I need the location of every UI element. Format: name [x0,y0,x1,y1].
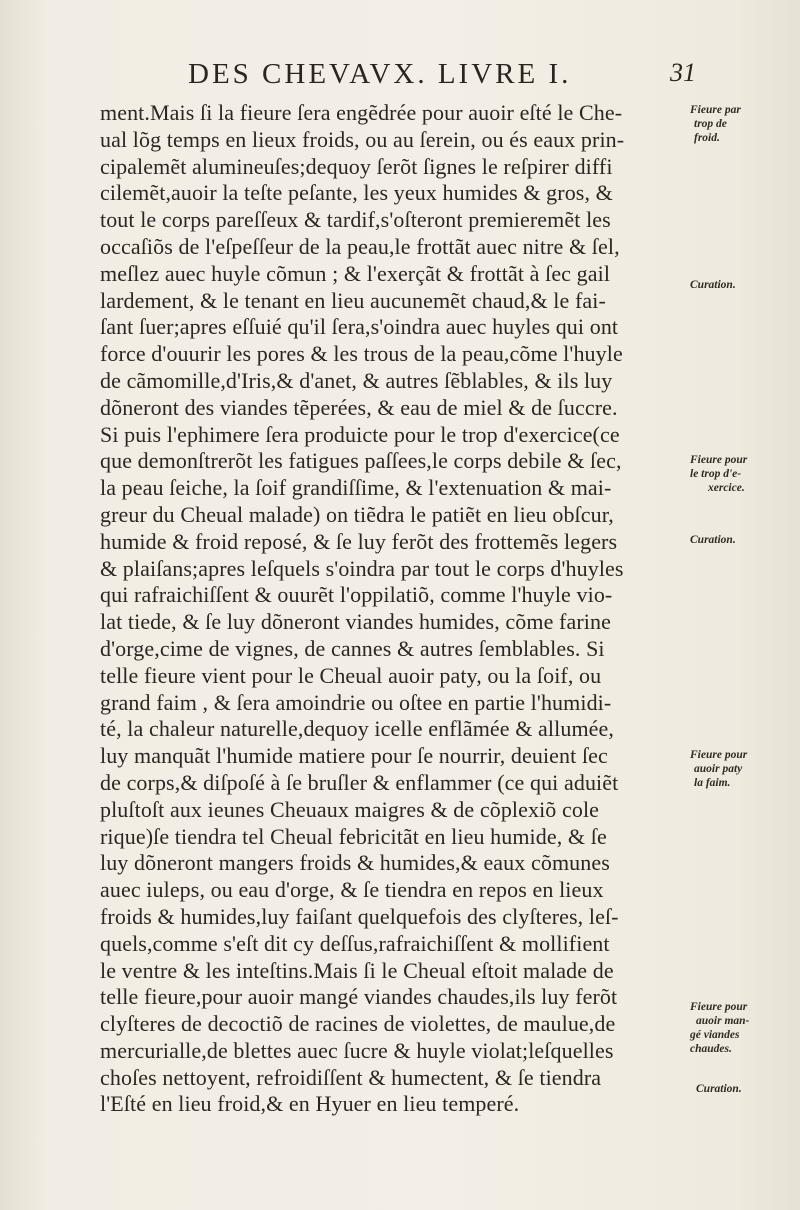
text-line: & plaiſans;apres leſquels s'oindra par tout le corps d'huyles [100,555,624,581]
text-line: lardement, & le tenant en lieu aucunemẽt chaud,& le fai- [100,287,606,313]
text-line: Si puis l'ephimere ſera produicte pour le trop d'exercice(ce [100,421,620,447]
text-line: dõneront des viandes tẽperées, & eau de miel & de ſuccre. [100,394,618,420]
margin-note-line: Fieure pour [690,749,748,761]
margin-note-line: Fieure par [690,104,741,116]
text-line: d'orge,cime de vignes, de cannes & autres ſemblables. Si [100,635,605,661]
margin-note-curation-3 [690,1082,796,1096]
margin-note-line: Curation. [696,1083,742,1095]
text-line: qui rafraichiſſent & ouurẽt l'oppilatiõ, comme l'huyle vio- [100,582,613,608]
text-line: l'Eſté en lieu froid,& en Hyuer en lieu temperé. [100,1091,520,1117]
margin-note-line: auoir man- [696,1015,750,1027]
text-line: la peau ſeiche, la ſoif grandiſſime, & l'extenuation & mai- [100,475,612,501]
margin-note-line: chaudes. [690,1043,732,1055]
text-line: telle fieure vient pour le Cheual auoir paty, ou la ſoif, ou [100,662,602,688]
page-header [188,58,708,94]
text-line: cilemẽt,auoir la teſte peſante, les yeux humides & gros, & [100,180,613,206]
text-line: de corps,& diſpoſé à ſe bruſler & enflammer (ce qui aduiẽt [100,769,619,795]
text-line: cipalemẽt alumineuſes;dequoy ſerõt ſignes le reſpirer diffi [100,153,613,179]
text-line: telle fieure,pour auoir mangé viandes chaudes,ils luy ferõt [100,984,618,1010]
margin-note-fieure-pour-viandes-chaudes [690,1000,796,1056]
text-line: ual lõg temps en lieux froids, ou au ſerein, ou és eaux prin- [100,126,625,152]
text-line: force d'ouurir les pores & les trous de la peau,cõme l'huyle [100,341,623,367]
margin-note-curation-2 [690,533,796,547]
text-line: grand faim , & ſera amoindrie ou oſtee en partie l'humidi- [100,689,612,715]
margin-note-line: le trop d'e- [690,468,742,480]
margin-note-line: Curation. [690,534,736,546]
margin-note-line: Fieure pour [690,1001,748,1013]
text-line: meſlez auec huyle cõmun ; & l'exerçãt & frottãt à ſec gail [100,260,611,286]
text-line: le ventre & les inteſtins.Mais ſi le Cheual eſtoit malade de [100,957,614,983]
text-line: humide & froid reposé, & ſe luy ferõt des frottemẽs legers [100,528,618,554]
margin-note-line: Fieure pour [690,454,748,466]
text-line: ment.Mais ſi la fieure ſera engẽdrée pour auoir eſté le Che- [100,100,623,125]
margin-note-line: Curation. [690,279,736,291]
text-line: mercurialle,de blettes auec ſucre & huyle violat;leſquelles [100,1037,614,1063]
margin-note-line: la faim. [694,777,731,789]
margin-note-fieure-pour-trop-exercice [690,453,796,495]
margin-note-fieure-pour-auoir-paty [690,748,796,790]
text-line: de cãmomille,d'Iris,& d'anet, & autres ſẽblables, & ils luy [100,367,613,393]
margin-note-fieure-par-trop-de-froid [690,103,796,145]
text-line: quels,comme s'eſt dit cy deſſus,rafraichiſſent & mollifient [100,930,610,956]
text-line: choſes nettoyent, refroidiſſent & humectent, & ſe tiendra [100,1064,602,1090]
margin-note-line: auoir paty [694,763,743,775]
text-line: luy dõneront mangers froids & humides,& eaux cõmunes [100,850,610,876]
text-line: rique)ſe tiendra tel Cheual febricitãt en lieu humide, & ſe [100,823,607,849]
page-number: 31 [670,58,696,87]
text-line: luy manquãt l'humide matiere pour ſe nourrir, deuient ſec [100,743,608,769]
text-line: que demonſtrerõt les fatigues paſſees,le corps debile & ſec, [100,448,622,474]
text-line: greur du Cheual malade) on tiẽdra le patiẽt en lieu obſcur, [100,501,614,527]
margin-note-line: trop de [694,118,727,130]
text-line: té, la chaleur naturelle,dequoy icelle enflãmée & allumée, [100,716,614,742]
text-line: tout le corps pareſſeux & tardif,s'oſteront premieremẽt les [100,207,611,233]
margin-note-curation-1 [690,278,796,292]
text-line: lat tiede, & ſe luy dõneront viandes humides, cõme farine [100,609,611,635]
margin-note-line: froid. [694,132,720,144]
text-line: ſant ſuer;apres eſſuié qu'il ſera,s'oindra auec huyles qui ont [100,314,619,340]
text-line: clyſteres de decoctiõ de racines de violettes, de maulue,de [100,1011,616,1037]
margin-note-line: gé viandes [690,1029,740,1041]
margin-note-line: xercice. [708,482,745,494]
running-title: DES CHEVAVX. LIVRE I. [188,58,572,90]
text-line: auec iuleps, ou eau d'orge, & ſe tiendra en repos en lieux [100,877,604,903]
text-line: pluſtoſt aux ieunes Cheuaux maigres & de cõplexiõ cole [100,796,600,822]
body-text [100,100,690,1118]
text-line: occaſiõs de l'eſpeſſeur de la peau,le frottãt auec nitre & ſel, [100,233,620,259]
text-line: froids & humides,luy faiſant quelquefois des clyſteres, leſ- [100,903,619,929]
